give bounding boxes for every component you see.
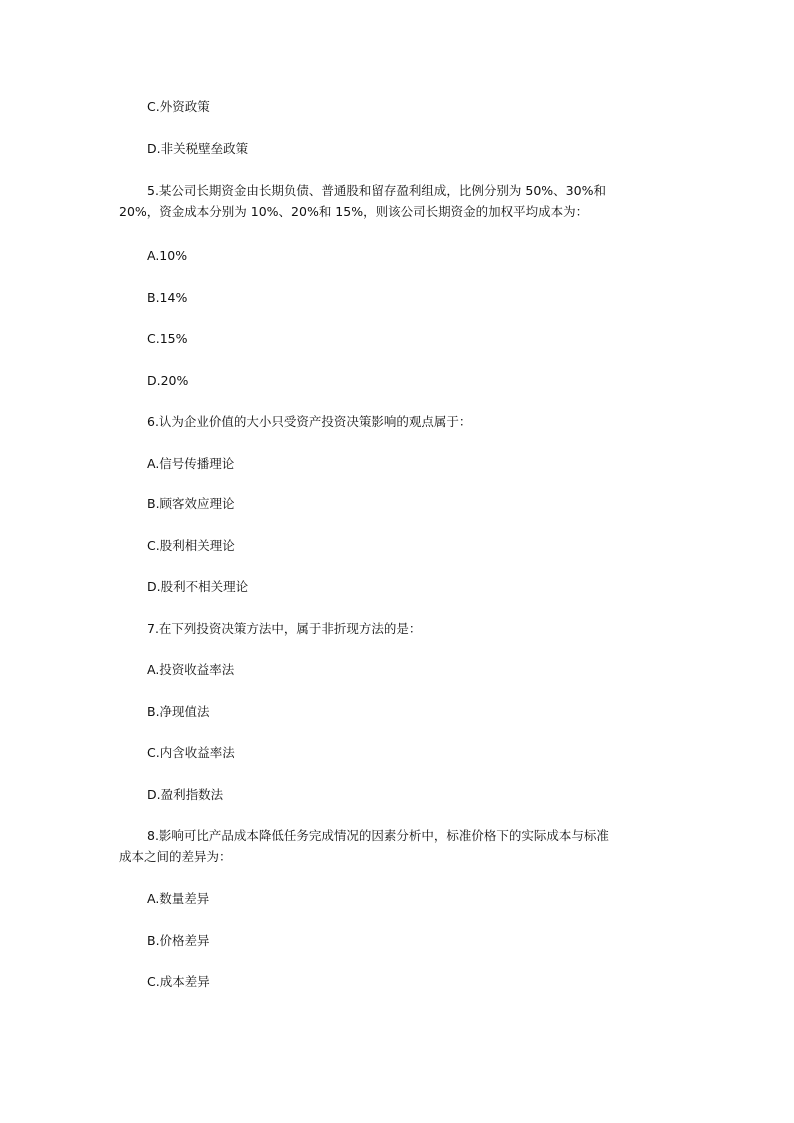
option-c-foreign-capital: C.外资政策	[147, 99, 210, 114]
q6-option-d: D.股利不相关理论	[147, 579, 249, 594]
q7-option-d: D.盈利指数法	[147, 787, 224, 802]
q5-option-b: B.14%	[147, 290, 188, 305]
q6-option-b: B.顾客效应理论	[147, 496, 235, 511]
q6-option-c: C.股利相关理论	[147, 538, 235, 553]
question-7: 7.在下列投资决策方法中，属于非折现方法的是：	[147, 621, 422, 636]
question-8-line1: 8.影响可比产品成本降低任务完成情况的因素分析中，标准价格下的实际成本与标准	[147, 828, 609, 843]
question-5	[119, 180, 606, 222]
question-6: 6.认为企业价值的大小只受资产投资决策影响的观点属于：	[147, 414, 472, 429]
q7-option-c: C.内含收益率法	[147, 745, 235, 760]
q5-option-d: D.20%	[147, 373, 189, 388]
question-5-line2: 20%，资金成本分别为 10%、20%和 15%，则该公司长期资金的加权平均成本为：	[119, 204, 589, 219]
q5-option-c: C.15%	[147, 331, 188, 346]
question-5-line1: 5.某公司长期资金由长期负债、普通股和留存盈利组成，比例分别为 50%、30%和	[147, 183, 606, 198]
q8-option-a: A.数量差异	[147, 891, 210, 906]
q8-option-b: B.价格差异	[147, 933, 210, 948]
question-8	[119, 825, 609, 867]
option-d-non-tariff: D.非关税壁垒政策	[147, 141, 249, 156]
q8-option-c: C.成本差异	[147, 974, 210, 989]
q5-option-a: A.10%	[147, 248, 188, 263]
q7-option-b: B.净现值法	[147, 704, 210, 719]
question-8-line2: 成本之间的差异为：	[119, 849, 232, 864]
q6-option-a: A.信号传播理论	[147, 456, 235, 471]
q7-option-a: A.投资收益率法	[147, 662, 235, 677]
